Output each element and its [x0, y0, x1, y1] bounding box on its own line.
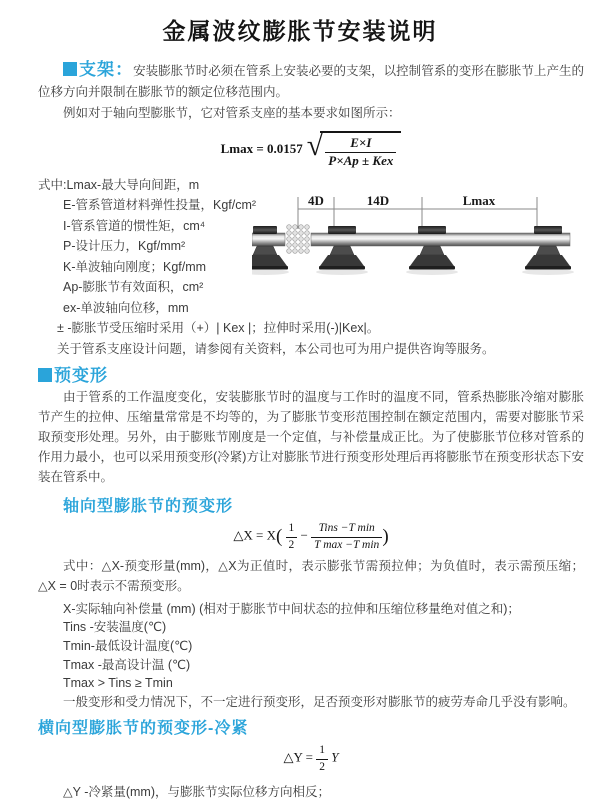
- definition-row: Tmax -最高设计温 (℃): [63, 657, 191, 672]
- support-note: 关于管系支座设计问题，请参阅有关资料，本公司也可为用户提供咨询等服务。: [57, 341, 495, 356]
- axial-preform-formula: [38, 522, 584, 551]
- preform-section-heading: [38, 365, 584, 386]
- definition-row: Ap-膨胀节有效面积，cm²: [63, 280, 204, 295]
- pipe-support: [252, 226, 288, 270]
- pipe-support: [319, 226, 365, 270]
- page-title: 金属波纹膨胀节安装说明: [162, 18, 438, 44]
- lateral-subsection-heading: 横向型膨胀节的预变形-冷紧: [38, 720, 249, 738]
- lateral-note: △Y -冷紧量(mm)，与膨胀节实际位移方向相反；: [63, 784, 331, 799]
- lmax-formula: [38, 131, 584, 169]
- support-diagram-svg: [252, 193, 577, 290]
- dimension-label-4d: 4D: [308, 193, 324, 208]
- definition-row: Tmin-最低设计温度(℃): [63, 639, 193, 653]
- support-section-heading: [63, 60, 133, 79]
- half-fraction: $\frac{1}{2}$: [286, 522, 298, 551]
- axial-formula-explanation: 式中：△X-预变形量(mm)，△X为正值时，表示膨张节需预拉伸；为负值时，表示需预压缩；△X = 0时表示不需预变形。: [38, 558, 584, 593]
- page-content: [0, 59, 600, 802]
- pipe-support: [409, 226, 455, 270]
- definition-row: E-管系管道材料弹性投量，Kgf/cm²: [63, 198, 257, 213]
- dimension-lines: [298, 197, 537, 229]
- preform-body-paragraph: 由于管系的工作温度变化，安装膨胀节时的温度与工作时的温度不同，管系热膨胀冷缩对膨胀节产生的拉伸、压缩量常常是不均等的，为了膨胀节变形范围控制在额定范围内，需要对膨胀节采取预变形处理。另外，由于膨账节刚度是一个定值，与补偿量成正比。为了使膨胀节位移对管系的作用力最小，也可以采用预变形(冷紧)方让对膨胀节进行预变形处理后再将膨胀节在预变形状态下安装在管系中。: [38, 390, 584, 485]
- pipe-support: [525, 226, 571, 270]
- definition-row: Tmax > Tins ≥ Tmin: [63, 676, 173, 691]
- minus-sign: −: [300, 528, 308, 544]
- preform-heading-label: 预变形: [54, 366, 108, 386]
- lmax-fraction: [325, 136, 396, 169]
- support-intro-paragraph: [38, 59, 584, 103]
- axial-definitions-list: [38, 600, 584, 712]
- main-pipe: [311, 233, 570, 246]
- support-heading-label: 支架：: [79, 60, 134, 79]
- lmax-formula-lhs: Lmax = 0.0157: [220, 140, 303, 156]
- definition-row: P-设计压力，Kgf/mm²: [63, 239, 186, 254]
- section-marker-square-icon: [38, 368, 52, 382]
- definition-row: I-管系管道的惯性矩，cm⁴: [63, 218, 206, 233]
- pipe-stub: [252, 233, 285, 246]
- definition-row: ex-单波轴向位移，mm: [63, 300, 189, 315]
- lateral-preform-formula: [38, 744, 584, 773]
- support-intro-text: 安装膨胀节时必须在管系上安装必要的支架，以控制管系的变形在膨胀节上产生的位移方向并限制在膨胀节的额定位移范围内。: [38, 64, 584, 99]
- definition-row: ± -膨胀节受压缩时采用（+）| Kex |；拉伸时采用(-)|Kex|。: [57, 321, 380, 336]
- axial-note: 一般变形和受力情况下，不一定进行预变形，足否预变形对膨胀节的疲劳寿命几乎没有影响。: [63, 694, 576, 709]
- lmax-fraction-denominator: P×Ap ± Kex: [328, 152, 394, 168]
- lmax-fraction-numerator: E×I: [325, 136, 396, 153]
- half-fraction: $\frac{1}{2}$: [316, 744, 328, 773]
- definition-row: K-单波轴向刚度；Kgf/mm: [63, 259, 207, 274]
- dimension-label-lmax: Lmax: [462, 193, 496, 208]
- temperature-fraction: $\frac{\text{Tins −T min}}{\text{T max −T min}}$: [311, 522, 382, 551]
- axial-formula-lhs: △X = X: [233, 528, 276, 544]
- lateral-formula-rhs: Y: [331, 750, 339, 766]
- support-example-line: 例如对于轴向型膨胀节，它对管系支座的基本要求如图所示：: [63, 106, 401, 120]
- axial-subsection-heading: 轴向型膨胀节的预变形: [63, 498, 234, 516]
- lateral-formula-lhs: △Y =: [283, 750, 313, 766]
- definition-row: Tins -安装温度(℃): [63, 620, 167, 635]
- definition-row: 式中:Lmax-最大导向间距，m: [38, 177, 200, 192]
- definition-row: X-实际轴向补偿量 (mm) (相对于膨胀节中间状态的拉伸和压缩位移量绝对值之和)；: [63, 601, 520, 616]
- section-marker-square-icon: [63, 62, 77, 76]
- support-shadows: [252, 269, 574, 275]
- open-paren: (: [275, 526, 283, 548]
- close-paren: ): [382, 526, 389, 548]
- dimension-label-14d: 14D: [366, 193, 390, 208]
- radical-sign: √ $\frac{E\times I}{\text{P×Ap ± Kex}}$: [307, 131, 402, 169]
- pipe-support-diagram: [252, 193, 577, 290]
